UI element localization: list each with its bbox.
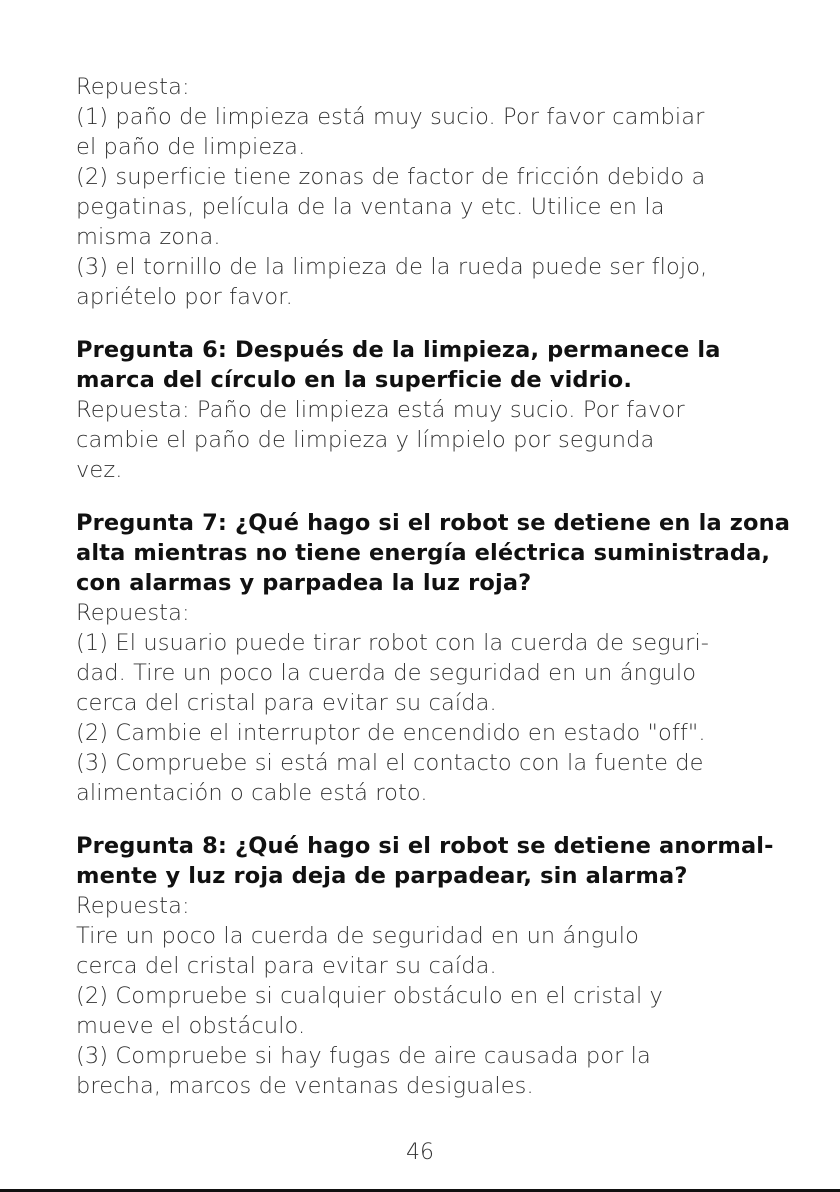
question-line: Pregunta 7: ¿Qué hago si el robot se detiene en la zona: [76, 510, 791, 536]
answer-line: apriételo por favor.: [76, 284, 293, 310]
answer-line: Repuesta:: [76, 893, 190, 919]
answer-block-continued: [76, 72, 776, 312]
question-line: Pregunta 6: Después de la limpieza, permanece la: [76, 337, 721, 363]
question-heading: [76, 831, 776, 891]
answer-line: (3) el tornillo de la limpieza de la rueda puede ser flojo,: [76, 254, 708, 280]
answer-line: brecha, marcos de ventanas desiguales.: [76, 1073, 534, 1099]
answer-line: dad. Tire un poco la cuerda de seguridad en un ángulo: [76, 660, 697, 686]
answer-line: (2) superficie tiene zonas de factor de fricción debido a: [76, 164, 706, 190]
answer-line: (3) Compruebe si hay fugas de aire causada por la: [76, 1043, 651, 1069]
answer-line: (1) El usuario puede tirar robot con la cuerda de seguri-: [76, 630, 710, 656]
question-line: mente y luz roja deja de parpadear, sin alarma?: [76, 863, 688, 889]
answer-line: alimentación o cable está roto.: [76, 780, 428, 806]
answer-block: [76, 395, 776, 485]
answer-line: Repuesta:: [76, 600, 190, 626]
answer-block: [76, 891, 776, 1101]
page-number: 46: [406, 1140, 434, 1165]
answer-line: cambie el paño de limpieza y límpielo por segunda: [76, 427, 655, 453]
answer-line: (1) paño de limpieza está muy sucio. Por favor cambiar: [76, 104, 705, 130]
question-line: Pregunta 8: ¿Qué hago si el robot se detiene anormal-: [76, 833, 774, 859]
answer-line: pegatinas, película de la ventana y etc. Utilice en la: [76, 194, 665, 220]
answer-line: mueve el obstáculo.: [76, 1013, 306, 1039]
faq-item-6: [76, 335, 776, 485]
answer-line: Repuesta:: [76, 74, 190, 100]
question-heading: [76, 335, 776, 395]
answer-line: cerca del cristal para evitar su caída.: [76, 690, 497, 716]
answer-line: Repuesta: Paño de limpieza está muy sucio. Por favor: [76, 397, 685, 423]
question-line: alta mientras no tiene energía eléctrica suministrada,: [76, 540, 771, 566]
answer-line: Tire un poco la cuerda de seguridad en un ángulo: [76, 923, 639, 949]
answer-line: misma zona.: [76, 224, 221, 250]
answer-line: (2) Cambie el interruptor de encendido en estado "off".: [76, 720, 706, 746]
question-line: con alarmas y parpadea la luz roja?: [76, 570, 532, 596]
question-line: marca del círculo en la superficie de vidrio.: [76, 367, 633, 393]
answer-line: el paño de limpieza.: [76, 134, 306, 160]
answer-line: cerca del cristal para evitar su caída.: [76, 953, 497, 979]
answer-line: (2) Compruebe si cualquier obstáculo en el cristal y: [76, 983, 663, 1009]
manual-page-content: [76, 72, 791, 1101]
question-heading: [76, 508, 791, 598]
answer-line: vez.: [76, 457, 123, 483]
answer-block: [76, 598, 776, 808]
answer-line: (3) Compruebe si está mal el contacto con la fuente de: [76, 750, 704, 776]
faq-item-8: [76, 831, 776, 1101]
faq-item-7: [76, 508, 791, 808]
